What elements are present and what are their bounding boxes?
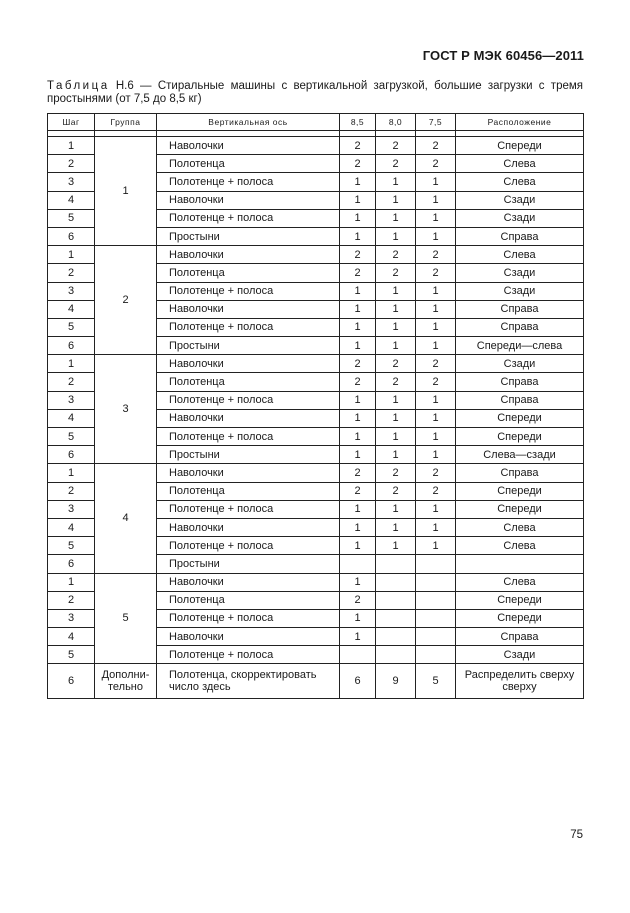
step-cell: 1 [48,355,95,373]
col-header-position: Расположение [456,114,584,131]
group-cell: 3 [95,355,157,464]
item-cell: Простыни [157,446,340,464]
item-cell: Полотенца [157,373,340,391]
item-cell: Полотенце + полоса [157,428,340,446]
item-cell: Наволочки [157,409,340,427]
item-cell: Полотенце + полоса [157,646,340,664]
table-row [48,464,584,482]
qty-8-0-cell: 1 [376,537,416,555]
item-cell: Простыни [157,227,340,245]
qty-8-5-cell: 1 [340,337,376,355]
item-cell: Полотенце + полоса [157,173,340,191]
group-cell: 1 [95,137,157,246]
qty-8-0-cell: 2 [376,464,416,482]
qty-8-0-cell: 1 [376,173,416,191]
position-cell: Спереди [456,591,584,609]
qty-8-0-cell [376,555,416,573]
position-cell: Сзади [456,191,584,209]
col-header-7-5: 7,5 [416,114,456,131]
step-cell: 1 [48,573,95,591]
qty-8-5-cell: 2 [340,464,376,482]
qty-7-5-cell [416,555,456,573]
qty-8-5-cell: 1 [340,628,376,646]
item-cell: Наволочки [157,191,340,209]
position-cell: Слева [456,173,584,191]
position-cell: Слева [456,155,584,173]
position-cell: Слева [456,573,584,591]
step-cell: 6 [48,664,95,699]
position-cell: Сзади [456,355,584,373]
col-header-group: Группа [95,114,157,131]
qty-8-0-cell [376,591,416,609]
qty-7-5-cell: 1 [416,173,456,191]
qty-8-5-cell: 1 [340,391,376,409]
qty-8-0-cell: 2 [376,355,416,373]
qty-8-5-cell: 1 [340,518,376,536]
qty-8-5-cell: 2 [340,591,376,609]
item-cell: Наволочки [157,573,340,591]
qty-7-5-cell: 5 [416,664,456,699]
qty-8-0-cell: 1 [376,227,416,245]
qty-7-5-cell: 2 [416,373,456,391]
qty-8-0-cell: 1 [376,282,416,300]
document-header: ГОСТ Р МЭК 60456—2011 [422,48,584,63]
qty-8-5-cell: 1 [340,227,376,245]
step-cell: 1 [48,246,95,264]
qty-7-5-cell: 1 [416,428,456,446]
position-cell: Распределить сверху сверху [456,664,584,699]
qty-8-5-cell: 1 [340,409,376,427]
qty-7-5-cell: 1 [416,227,456,245]
step-cell: 5 [48,318,95,336]
qty-8-0-cell: 1 [376,209,416,227]
qty-8-5-cell: 1 [340,609,376,627]
group-cell: Дополни-тельно [95,664,157,699]
item-cell: Наволочки [157,300,340,318]
qty-8-0-cell: 1 [376,318,416,336]
step-cell: 3 [48,391,95,409]
qty-8-5-cell: 2 [340,373,376,391]
qty-8-5-cell: 2 [340,482,376,500]
qty-8-0-cell: 2 [376,155,416,173]
table-row [48,137,584,155]
item-cell: Полотенце + полоса [157,282,340,300]
item-cell: Полотенца [157,482,340,500]
step-cell: 2 [48,264,95,282]
table-row-extra [48,664,584,699]
col-header-8-5: 8,5 [340,114,376,131]
step-cell: 3 [48,282,95,300]
qty-8-0-cell: 9 [376,664,416,699]
table-row [48,355,584,373]
qty-8-5-cell [340,646,376,664]
qty-8-0-cell: 1 [376,500,416,518]
item-cell: Наволочки [157,518,340,536]
step-cell: 4 [48,300,95,318]
loading-table [47,113,584,699]
qty-7-5-cell: 2 [416,355,456,373]
step-cell: 5 [48,537,95,555]
qty-8-0-cell: 1 [376,391,416,409]
qty-8-5-cell: 1 [340,173,376,191]
qty-8-5-cell: 2 [340,246,376,264]
position-cell: Спереди [456,500,584,518]
qty-8-5-cell: 6 [340,664,376,699]
step-cell: 1 [48,137,95,155]
qty-7-5-cell: 1 [416,518,456,536]
qty-8-0-cell: 1 [376,337,416,355]
position-cell: Спереди [456,428,584,446]
col-header-8-0: 8,0 [376,114,416,131]
position-cell: Спереди [456,482,584,500]
qty-8-0-cell: 2 [376,264,416,282]
qty-7-5-cell [416,573,456,591]
step-cell: 5 [48,209,95,227]
qty-7-5-cell: 1 [416,537,456,555]
qty-7-5-cell: 1 [416,391,456,409]
step-cell: 6 [48,555,95,573]
item-cell: Полотенце + полоса [157,500,340,518]
qty-7-5-cell: 1 [416,446,456,464]
item-cell: Наволочки [157,137,340,155]
qty-8-5-cell [340,555,376,573]
position-cell: Слева [456,246,584,264]
table-row [48,246,584,264]
position-cell: Сзади [456,282,584,300]
qty-8-5-cell: 1 [340,209,376,227]
qty-7-5-cell: 1 [416,282,456,300]
item-cell: Полотенце + полоса [157,391,340,409]
qty-8-0-cell: 1 [376,446,416,464]
qty-8-0-cell: 1 [376,518,416,536]
qty-8-0-cell [376,646,416,664]
position-cell: Слева [456,537,584,555]
qty-8-5-cell: 1 [340,446,376,464]
qty-8-5-cell: 2 [340,155,376,173]
item-cell: Полотенца [157,591,340,609]
item-cell: Наволочки [157,355,340,373]
qty-8-0-cell: 2 [376,137,416,155]
step-cell: 2 [48,591,95,609]
qty-8-0-cell: 1 [376,428,416,446]
step-cell: 4 [48,409,95,427]
position-cell: Справа [456,227,584,245]
position-cell: Справа [456,628,584,646]
position-cell: Справа [456,300,584,318]
caption-text: Н.6 — Стиральные машины с вертикальной загрузкой, большие загрузки с тремя простынями (от 7,5 до 8,5 кг) [47,80,583,105]
item-cell: Наволочки [157,628,340,646]
group-cell: 4 [95,464,157,573]
position-cell: Спереди [456,137,584,155]
step-cell: 1 [48,464,95,482]
qty-8-0-cell: 2 [376,482,416,500]
position-cell: Справа [456,464,584,482]
position-cell [456,555,584,573]
step-cell: 3 [48,173,95,191]
group-cell: 2 [95,246,157,355]
item-cell: Простыни [157,555,340,573]
qty-7-5-cell: 1 [416,500,456,518]
qty-7-5-cell: 1 [416,318,456,336]
group-cell: 5 [95,573,157,664]
item-cell: Полотенце + полоса [157,609,340,627]
qty-8-5-cell: 1 [340,537,376,555]
qty-8-5-cell: 2 [340,264,376,282]
qty-8-0-cell: 2 [376,246,416,264]
position-cell: Сзади [456,264,584,282]
col-header-step: Шаг [48,114,95,131]
step-cell: 2 [48,155,95,173]
qty-7-5-cell [416,628,456,646]
qty-7-5-cell: 1 [416,209,456,227]
qty-8-0-cell: 1 [376,300,416,318]
position-cell: Сзади [456,646,584,664]
table-body [48,131,584,699]
item-cell: Полотенца, скорректировать число здесь [157,664,340,699]
qty-8-0-cell [376,573,416,591]
qty-7-5-cell [416,591,456,609]
step-cell: 6 [48,446,95,464]
qty-7-5-cell: 2 [416,246,456,264]
position-cell: Справа [456,318,584,336]
caption-label: Таблица [47,80,110,92]
table-caption [47,80,583,106]
qty-7-5-cell: 2 [416,464,456,482]
qty-7-5-cell: 2 [416,155,456,173]
qty-7-5-cell [416,646,456,664]
position-cell: Спереди [456,609,584,627]
qty-8-5-cell: 1 [340,500,376,518]
qty-8-0-cell: 1 [376,191,416,209]
qty-7-5-cell [416,609,456,627]
item-cell: Полотенце + полоса [157,318,340,336]
qty-8-5-cell: 2 [340,355,376,373]
qty-8-5-cell: 1 [340,282,376,300]
qty-7-5-cell: 2 [416,137,456,155]
item-cell: Полотенца [157,264,340,282]
qty-7-5-cell: 2 [416,264,456,282]
col-header-axis: Вертикальная ось [157,114,340,131]
item-cell: Полотенце + полоса [157,209,340,227]
step-cell: 4 [48,518,95,536]
step-cell: 2 [48,482,95,500]
position-cell: Спереди [456,409,584,427]
position-cell: Слева—сзади [456,446,584,464]
step-cell: 5 [48,646,95,664]
step-cell: 2 [48,373,95,391]
step-cell: 6 [48,337,95,355]
qty-8-5-cell: 1 [340,300,376,318]
qty-7-5-cell: 1 [416,300,456,318]
step-cell: 4 [48,628,95,646]
step-cell: 4 [48,191,95,209]
qty-8-0-cell [376,609,416,627]
qty-8-0-cell [376,628,416,646]
item-cell: Простыни [157,337,340,355]
step-cell: 6 [48,227,95,245]
position-cell: Справа [456,373,584,391]
qty-8-0-cell: 1 [376,409,416,427]
position-cell: Сзади [456,209,584,227]
step-cell: 5 [48,428,95,446]
qty-7-5-cell: 2 [416,482,456,500]
item-cell: Полотенце + полоса [157,537,340,555]
qty-8-5-cell: 1 [340,428,376,446]
qty-8-0-cell: 2 [376,373,416,391]
step-cell: 3 [48,609,95,627]
qty-7-5-cell: 1 [416,337,456,355]
qty-8-5-cell: 1 [340,573,376,591]
position-cell: Справа [456,391,584,409]
table-header-row [48,114,584,131]
qty-7-5-cell: 1 [416,191,456,209]
item-cell: Наволочки [157,246,340,264]
page-number: 75 [570,829,583,841]
position-cell: Слева [456,518,584,536]
qty-8-5-cell: 1 [340,318,376,336]
item-cell: Наволочки [157,464,340,482]
qty-8-5-cell: 2 [340,137,376,155]
qty-7-5-cell: 1 [416,409,456,427]
item-cell: Полотенца [157,155,340,173]
table-row [48,573,584,591]
step-cell: 3 [48,500,95,518]
qty-8-5-cell: 1 [340,191,376,209]
position-cell: Спереди—слева [456,337,584,355]
